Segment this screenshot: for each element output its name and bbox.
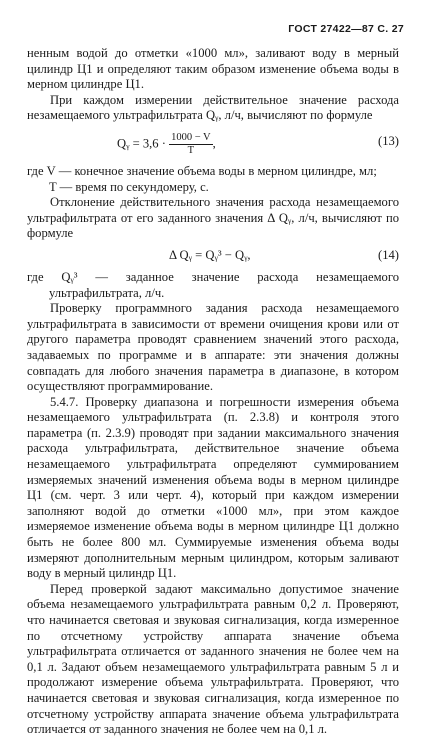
where-clause: где V — конечное значение объема воды в мерном цилиндре, мл; [27,163,377,178]
equation-number: (14) [378,247,399,262]
where-clause: где Qᵧ³ — заданное значение расхода незамещаемого ультрафильтрата, л/ч. [27,269,399,300]
fraction-numerator: 1000 − V [171,131,211,143]
paragraph: 5.4.7. Проверку диапазона и погрешности измерения объема незамещаемого ультрафильтрата (п. 2.3.8) и контроля этого параметра (п. 2.3.9) проводят при задании максимального значения расхода ультрафильтрата, действительное значение объема незамещаемого ультрафильтрата определяют суммированием измеряемых значений изменения объема воды в мерном цилиндре Ц1 (см. черт. 3 или черт. 4), который при каждом измерении заполняют водой до отметки «1000 мл», при этом каждое измеряемое изменение объема воды в мерном цилиндре Ц1 должно быть не более 800 мл. Суммируемые изменения объема воды измеряют дополнительным мерным цилиндром, которым заливают воду в мерный цилиндр Ц1. [27,394,399,581]
equation-13-fraction [169,132,213,157]
fraction-denominator: T [187,144,195,156]
equation-14-formula: Δ Qᵧ = Qᵧ³ − Qᵧ, [169,247,251,262]
paragraph: Проверку программного задания расхода незамещаемого ультрафильтрата в зависимости от времени очищения крови или от другого параметра проводят сравнением значений этого расхода, задаваемых по программе и в аппарате: эти значения должны совпадать для любого значения параметра в диапазоне, в котором осуществляют программирование. [27,301,399,394]
equation-13-lhs: Qᵧ = 3,6 · [117,136,170,151]
paragraph: Перед проверкой задают максимально допустимое значение объема незамещаемого ультрафильтрата равным 0,2 л. Проверяют, что начинается световая и звуковая сигнализация, когда измеренное по отсчетному устройству аппарата значение объема ультрафильтрата отличается от заданного значения не более чем на 0,1 л. Задают объем незамещаемого ультрафильтрата равным 5 л и продолжают измерение объема ультрафильтрата. Проверяют, что начинается световая и звуковая сигнализация, когда измеренное по отсчетному устройству аппарата значение объема ультрафильтрата отличается от заданного значения не более чем на 0,1 л. [27,581,399,737]
equation-13 [27,128,399,162]
equation-14 [27,246,399,266]
where-clause: T — время по секундомеру, с. [49,179,209,194]
paragraph: При каждом измерении действительное значение расхода незамещаемого ультрафильтрата Qᵧ, л/ч, вычисляют по формуле [27,92,399,123]
equation-13-end: , [212,136,216,151]
paragraph: Отклонение действительного значения расхода незамещаемого ультрафильтрата от его заданного значения Δ Qᵧ, л/ч, вычисляют по формуле [27,195,399,241]
paragraph: ненным водой до отметки «1000 мл», заливают воду в мерный цилиндр Ц1 и определяют таким образом изменение объема воды в мерном цилиндре Ц1. [27,46,399,92]
document-body [27,46,399,738]
equation-13-formula [117,132,216,157]
equation-number: (13) [378,133,399,148]
page-header: ГОСТ 27422—87 С. 27 [288,23,404,35]
